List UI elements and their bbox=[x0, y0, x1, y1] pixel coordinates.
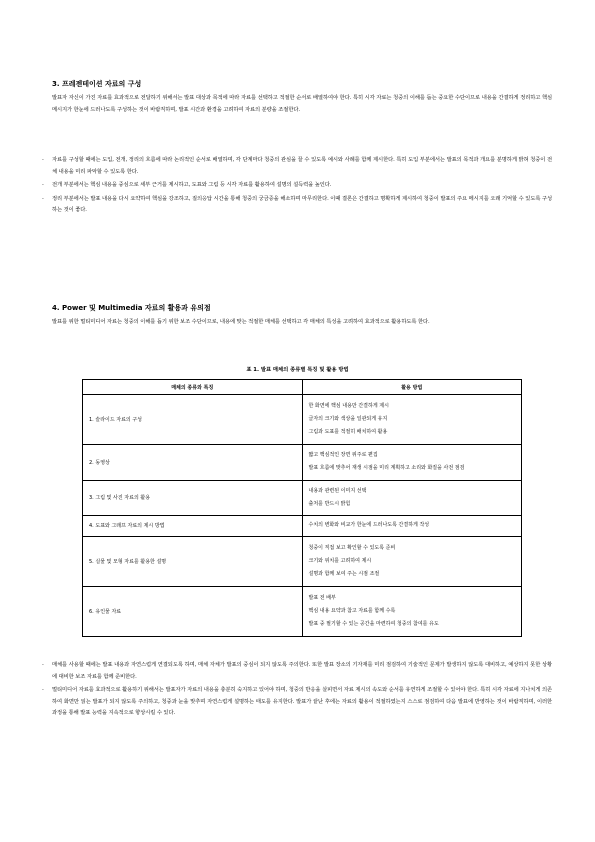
cell-line: 짧고 핵심적인 장면 위주로 편집 bbox=[308, 452, 378, 459]
table-cell bbox=[302, 536, 522, 586]
list-item-text: 자료를 구성할 때에는 도입, 전개, 정리의 흐름에 따라 논리적인 순서로 배열하며, 각 단계마다 청중의 관심을 끌 수 있도록 예시와 사례를 함께 제시한다. 특히 도입 부분에서는 발표의 목적과 개요를 분명하게 밝혀 청중이 전체 내용을 미리 파악할 수 있도록 한다. bbox=[52, 157, 552, 175]
cell-line: 크기와 위치를 고려하여 제시 bbox=[308, 557, 372, 564]
cell-line: 출처를 반드시 밝힘 bbox=[308, 500, 351, 507]
table-header-row bbox=[83, 380, 522, 395]
paragraph: 발표자 자신이 가진 자료를 효과적으로 전달하기 위해서는 발표 대상과 목적에 따라 자료를 선택하고 적절한 순서로 배열하여야 한다. 특히 시각 자료는 청중의 이해를 돕는 중요한 수단이므로 내용을 간결하게 정리하고 핵심 메시지가 한눈에 드러나도록 구성하는 것이 바람직하며, 발표 시간과 환경을 고려하여 자료의 분량을 조절한다. bbox=[52, 95, 552, 113]
cell-line: 그림과 도표를 적절히 배치하여 활용 bbox=[308, 429, 388, 436]
list-item bbox=[42, 685, 552, 720]
bullet-list bbox=[42, 660, 552, 722]
table-caption: 표 1. 발표 매체의 종류별 특징 및 활용 방법 bbox=[246, 367, 349, 373]
cell-line: 수치의 변화와 비교가 한눈에 드러나도록 간결하게 작성 bbox=[308, 522, 430, 529]
table-row bbox=[83, 586, 522, 636]
list-item-text: 정리 부분에서는 발표 내용을 다시 요약하여 핵심을 강조하고, 질의응답 시간을 통해 청중의 궁금증을 해소하며 마무리한다. 이때 결론은 간결하고 명확하게 제시하여 청중이 발표의 주요 메시지를 오래 기억할 수 있도록 구성하는 것이 좋다. bbox=[52, 195, 552, 213]
list-item bbox=[42, 155, 552, 178]
list-item-text: 매체를 사용할 때에는 발표 내용과 자연스럽게 연결되도록 하며, 매체 자체가 발표의 중심이 되지 않도록 주의한다. 또한 발표 장소의 기자재를 미리 점검하여 기술적인 문제가 발생하지 않도록 대비하고, 예상하지 못한 상황에 대비한 보조 자료를 함께 준비한다. bbox=[52, 662, 552, 680]
list-item-text: 전개 부분에서는 핵심 내용을 중심으로 세부 근거를 제시하고, 도표와 그림 등 시각 자료를 활용하여 설명의 설득력을 높인다. bbox=[52, 182, 332, 188]
list-item bbox=[42, 660, 552, 683]
table-cell: 6. 유인물 자료 bbox=[83, 586, 303, 636]
table-row bbox=[83, 515, 522, 536]
list-item bbox=[42, 180, 552, 192]
cell-line: 발표 전 배부 bbox=[308, 594, 336, 601]
cell-line: 청중이 직접 보고 확인할 수 있도록 준비 bbox=[308, 544, 396, 551]
list-item-text: 멀티미디어 자료를 효과적으로 활용하기 위해서는 발표자가 자료의 내용을 충분히 숙지하고 있어야 하며, 청중의 반응을 살피면서 자료 제시의 속도와 순서를 유연하게 조절할 수 있어야 한다. 특히 시각 자료에 지나치게 의존하여 화면만 읽는 발표가 되지 않도록 주의하고, 청중과 눈을 맞추며 자연스럽게 설명하는 태도를 유지한다. 발표가 끝난 후에는 자료의 활용이 적절하였는지 스스로 점검하여 다음 발표에 반영하는 것이 바람직하며, 이러한 과정을 통해 발표 능력을 지속적으로 향상시킬 수 있다. bbox=[52, 687, 552, 716]
cell-line: 한 화면에 핵심 내용만 간결하게 제시 bbox=[308, 403, 389, 410]
bullet-icon: · bbox=[42, 662, 44, 669]
info-table bbox=[82, 379, 522, 637]
cell-line: 발표 흐름에 맞추어 재생 시점을 미리 계획하고 소리와 화질을 사전 점검 bbox=[308, 465, 465, 472]
paragraph: 발표를 위한 멀티미디어 자료는 청중의 이해를 돕기 위한 보조 수단이므로, 내용에 맞는 적절한 매체를 선택하고 각 매체의 특성을 고려하여 효과적으로 활용하도록 한다. bbox=[52, 319, 430, 325]
cell-line: 설명과 함께 보여 주는 시점 조절 bbox=[308, 570, 380, 577]
section-heading: 4. Power 및 Multimedia 자료의 활용과 유의점 bbox=[52, 304, 211, 312]
table-cell: 5. 실물 및 모형 자료를 활용한 설명 bbox=[83, 536, 303, 586]
list-item bbox=[42, 194, 552, 217]
table-header-cell: 매체의 종류와 특징 bbox=[83, 380, 303, 395]
table-cell bbox=[302, 586, 522, 636]
table-cell bbox=[302, 515, 522, 536]
table-row bbox=[83, 536, 522, 586]
bullet-icon: · bbox=[42, 157, 44, 164]
cell-line: 글자의 크기와 색상을 일관되게 유지 bbox=[308, 416, 388, 423]
bullet-list bbox=[42, 155, 552, 219]
cell-line: 발표 중 필기할 수 있는 공간을 마련하여 청중의 참여를 유도 bbox=[308, 620, 439, 627]
table-cell: 3. 그림 및 사진 자료의 활용 bbox=[83, 480, 303, 515]
table-row bbox=[83, 480, 522, 515]
cell-line: 핵심 내용 요약과 참고 자료를 함께 수록 bbox=[308, 607, 396, 614]
table-cell: 2. 동영상 bbox=[83, 445, 303, 480]
bullet-icon: · bbox=[42, 182, 44, 189]
cell-line: 내용과 관련된 이미지 선택 bbox=[308, 487, 367, 494]
table-cell bbox=[302, 445, 522, 480]
table-cell bbox=[302, 480, 522, 515]
table-header-cell: 활용 방법 bbox=[302, 380, 522, 395]
bullet-icon: · bbox=[42, 195, 44, 203]
table-cell bbox=[302, 395, 522, 445]
table-row bbox=[83, 395, 522, 445]
table-cell: 1. 슬라이드 자료의 구성 bbox=[83, 395, 303, 445]
section-heading: 3. 프레젠테이션 자료의 구성 bbox=[52, 80, 142, 88]
table-row bbox=[83, 445, 522, 480]
bullet-icon: · bbox=[42, 687, 44, 694]
table-cell: 4. 도표와 그래프 자료의 제시 방법 bbox=[83, 515, 303, 536]
